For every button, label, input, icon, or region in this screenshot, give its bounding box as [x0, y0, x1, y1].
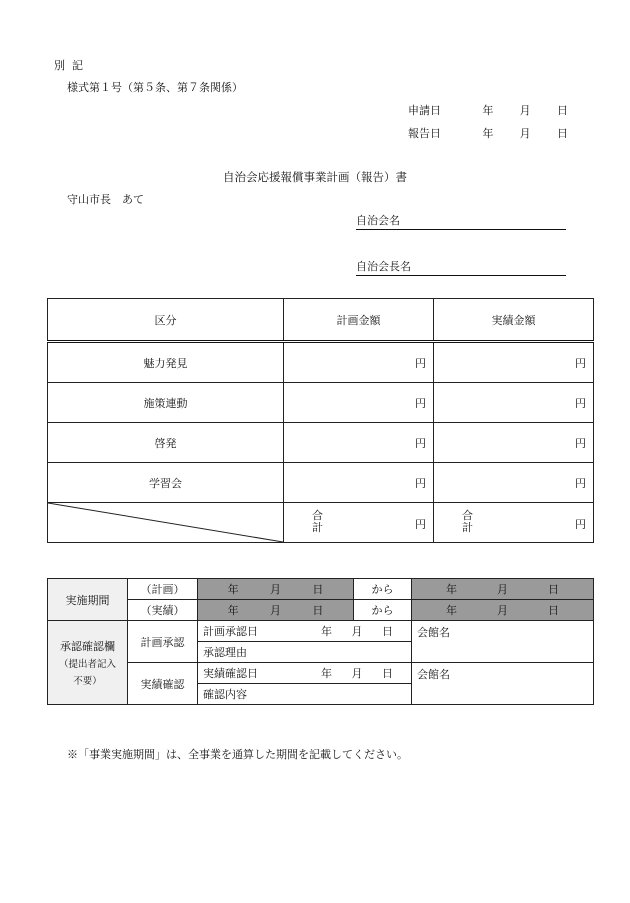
header-plan-amount: 計画金額	[284, 299, 434, 342]
category-cell: 啓発	[48, 423, 284, 463]
document-title: 自治会応援報償事業計画（報告）書	[223, 170, 407, 184]
approval-note: 不要）	[73, 675, 102, 687]
plan-total-cell[interactable]	[284, 503, 434, 543]
association-name-field[interactable]	[356, 212, 566, 230]
category-cell: 魅力発見	[48, 342, 284, 383]
actual-amount-cell[interactable]: 円	[434, 463, 594, 503]
schedule-table	[47, 578, 594, 705]
application-date	[408, 102, 568, 118]
plan-amount-cell[interactable]: 円	[284, 383, 434, 423]
plan-hall-name-cell[interactable]: 会館名	[412, 621, 594, 663]
total-label: 合 計	[462, 509, 473, 534]
actual-confirm-label: 実績確認	[128, 663, 198, 705]
table-row	[48, 463, 594, 503]
year-label: 年	[482, 127, 494, 140]
amount-table-header	[48, 299, 594, 342]
actual-period-label: （実績）	[128, 600, 198, 621]
form-number: 様式第１号（第５条、第７条関係）	[67, 81, 243, 94]
bekki-label: 別記	[54, 59, 90, 72]
plan-approval-date-cell[interactable]: 計画承認日 年 月 日	[198, 621, 412, 642]
category-cell: 学習会	[48, 463, 284, 503]
approval-label: 承認確認欄	[60, 639, 115, 653]
from-label: から	[354, 579, 412, 600]
yen-label: 円	[575, 518, 586, 531]
day-label: 日	[556, 127, 568, 140]
plan-approval-label: 計画承認	[128, 621, 198, 663]
plan-amount-cell[interactable]: 円	[284, 463, 434, 503]
actual-confirm-row	[48, 663, 594, 684]
category-cell: 施策連動	[48, 383, 284, 423]
approval-note: （提出者記入	[58, 658, 116, 670]
addressee: 守山市長 あて	[67, 193, 144, 206]
application-date-label: 申請日	[408, 104, 441, 117]
table-row	[48, 342, 594, 383]
plan-end-date[interactable]: 年 月 日	[412, 579, 594, 600]
table-row	[48, 383, 594, 423]
approval-label-cell	[48, 621, 128, 705]
actual-amount-cell[interactable]: 円	[434, 342, 594, 383]
header-actual-amount: 実績金額	[434, 299, 594, 342]
plan-approval-row	[48, 621, 594, 642]
confirm-content-cell[interactable]: 確認内容	[198, 684, 412, 705]
amount-table	[47, 298, 594, 543]
diagonal-line	[48, 503, 283, 542]
footnote: ※「事業実施期間」は、全事業を通算した期間を記載してください。	[67, 748, 408, 761]
total-label: 合 計	[312, 509, 323, 534]
actual-start-date[interactable]: 年 月 日	[198, 600, 354, 621]
actual-amount-cell[interactable]: 円	[434, 383, 594, 423]
total-diagonal-cell	[48, 503, 284, 543]
actual-confirm-date-cell[interactable]: 実績確認日 年 月 日	[198, 663, 412, 684]
report-date	[408, 125, 568, 141]
plan-start-date[interactable]: 年 月 日	[198, 579, 354, 600]
total-row	[48, 503, 594, 543]
actual-hall-name-cell[interactable]: 会館名	[412, 663, 594, 705]
association-name-label: 自治会名	[356, 214, 400, 227]
month-label: 月	[519, 127, 531, 140]
actual-total-cell[interactable]	[434, 503, 594, 543]
year-label: 年	[482, 104, 494, 117]
table-row	[48, 423, 594, 463]
approval-reason-cell[interactable]: 承認理由	[198, 642, 412, 663]
yen-label: 円	[415, 518, 426, 531]
chair-name-field[interactable]	[356, 258, 566, 276]
from-label: から	[354, 600, 412, 621]
report-date-label: 報告日	[408, 127, 441, 140]
month-label: 月	[519, 104, 531, 117]
plan-period-label: （計画）	[128, 579, 198, 600]
day-label: 日	[556, 104, 568, 117]
plan-period-row	[48, 579, 594, 600]
actual-period-row	[48, 600, 594, 621]
plan-amount-cell[interactable]: 円	[284, 423, 434, 463]
actual-amount-cell[interactable]: 円	[434, 423, 594, 463]
chair-name-label: 自治会長名	[356, 260, 411, 273]
period-label: 実施期間	[48, 579, 128, 621]
plan-amount-cell[interactable]: 円	[284, 342, 434, 383]
header-category: 区分	[48, 299, 284, 342]
actual-end-date[interactable]: 年 月 日	[412, 600, 594, 621]
